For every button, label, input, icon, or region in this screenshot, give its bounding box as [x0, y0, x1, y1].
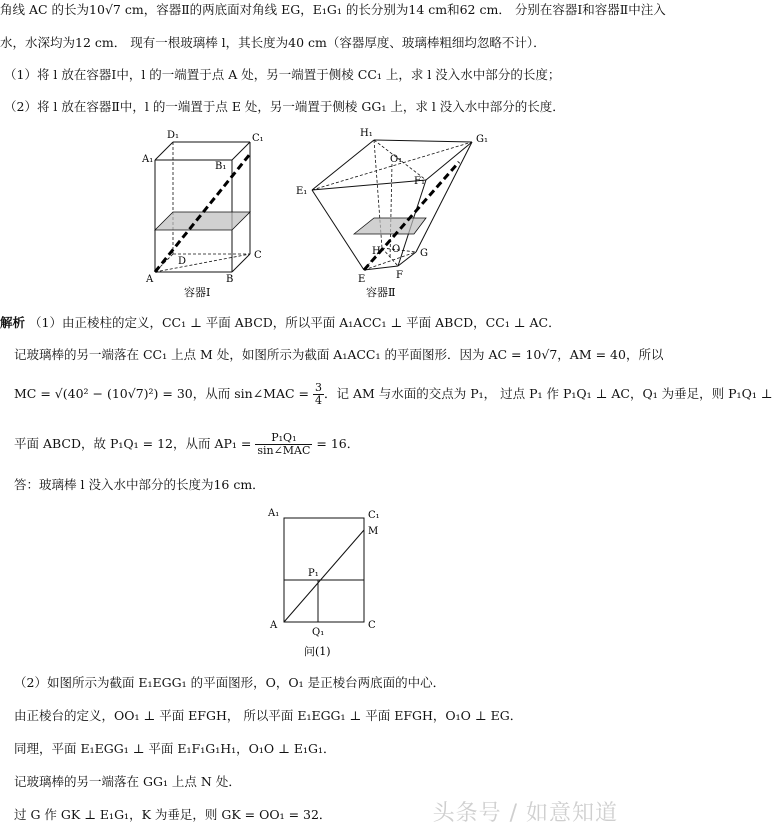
label-C: C — [368, 620, 376, 631]
label-M: M — [368, 526, 379, 537]
figure3-caption: 问(1) — [304, 645, 331, 658]
label-P1: P₁ — [308, 568, 319, 579]
solution-part2-line-4: 记玻璃棒的另一端落在 GG₁ 上点 N 处． — [14, 774, 241, 789]
solution-part2-line-3: 同理，平面 E₁EGG₁ ⊥ 平面 E₁F₁G₁H₁，O₁O ⊥ E₁G₁． — [14, 741, 336, 756]
solution-line-1: 记玻璃棒的另一端落在 CC₁ 上点 M 处，如图所示为截面 A₁ACC₁ 的平面图形．因为 AC = 10√7，AM = 40，所以 — [14, 347, 664, 362]
label-B: B — [226, 274, 234, 285]
label-O1: O₁ — [390, 154, 403, 165]
jiexi-line — [0, 315, 561, 331]
label-A: A — [146, 274, 154, 285]
answer-line: 答：玻璃棒 l 没入水中部分的长度为16 cm． — [14, 477, 265, 492]
jiexi-text: （1）由正棱柱的定义，CC₁ ⊥ 平面 ABCD，所以平面 A₁ACC₁ ⊥ 平面 ABCD，CC₁ ⊥ AC． — [29, 315, 561, 330]
p1-definition: ．记 AM 与水面的交点为 P₁， 过点 P₁ 作 P₁Q₁ ⊥ AC，Q₁ 为垂足，则 P₁Q₁ ⊥ — [323, 386, 773, 401]
solution-line-2 — [14, 382, 773, 407]
mc-equation: MC = √(40² − (10√7)²) = 30，从而 sin∠MAC = — [14, 386, 313, 401]
label-F: F — [396, 270, 403, 281]
figure-container-2 — [294, 122, 504, 302]
fraction-three-quarters: $\frac{3}{4}$ — [314, 381, 322, 407]
ap1-result: = 16． — [312, 436, 360, 451]
problem-line-1: 角线 AC 的长为10√7 cm，容器Ⅱ的两底面对角线 EG，E₁G₁ 的长分别为14 cm和62 cm． 分别在容器Ⅰ和容器Ⅱ中注入 — [0, 2, 666, 17]
fraction-ap1: $\frac{\text{P₁Q₁}}{\text{sin∠MAC}}$ — [257, 431, 311, 457]
label-B1: B₁ — [215, 161, 227, 172]
figure1-caption: 容器Ⅰ — [184, 286, 211, 299]
label-O: O — [392, 244, 401, 255]
label-A: A — [270, 620, 278, 631]
question-2: （2）将 l 放在容器Ⅱ中，l 的一端置于点 E 处，另一端置于侧棱 GG₁ 上，求 l 没入水中部分的长度． — [4, 99, 565, 114]
p1q1-text: 平面 ABCD，故 P₁Q₁ = 12，从而 AP₁ = — [14, 436, 256, 451]
label-G: G — [420, 248, 428, 259]
figure-container-1 — [140, 122, 280, 302]
label-A1: A₁ — [268, 508, 280, 519]
solution-part2-line-1: （2）如图所示为截面 E₁EGG₁ 的平面图形，O，O₁ 是正棱台两底面的中心． — [14, 675, 446, 690]
solution-part2-line-5: 过 G 作 GK ⊥ E₁G₁，K 为垂足，则 GK = OO₁ = 32． — [14, 807, 332, 822]
solution-part2-line-2: 由正棱台的定义，OO₁ ⊥ 平面 EFGH， 所以平面 E₁EGG₁ ⊥ 平面 EFGH，O₁O ⊥ EG． — [14, 708, 523, 723]
label-H: H — [372, 246, 381, 257]
question-1: （1）将 l 放在容器Ⅰ中，l 的一端置于点 A 处，另一端置于侧棱 CC₁ 上，求 l 没入水中部分的长度； — [4, 67, 561, 82]
label-E: E — [358, 274, 366, 285]
problem-line-2: 水，水深均为12 cm． 现有一根玻璃棒 l，其长度为40 cm（容器厚度、玻璃棒粗细均忽略不计）． — [0, 35, 546, 50]
label-G1: G₁ — [476, 134, 488, 145]
solution-line-3 — [14, 432, 359, 457]
label-A1: A₁ — [142, 154, 154, 165]
label-E1: E₁ — [296, 186, 308, 197]
jiexi-label: 解析 — [0, 315, 26, 330]
label-H1: H₁ — [360, 128, 373, 139]
label-C: C — [254, 250, 262, 261]
figure2-caption: 容器Ⅱ — [366, 286, 396, 299]
label-F1: F₁ — [414, 176, 425, 187]
label-C1: C₁ — [368, 510, 380, 521]
label-C1: C₁ — [252, 133, 264, 144]
label-D1: D₁ — [167, 130, 180, 141]
label-Q1: Q₁ — [312, 627, 325, 638]
figure-section-1 — [262, 502, 402, 662]
watermark: 头条号 / 如意知道 — [432, 801, 618, 826]
label-D: D — [178, 256, 187, 267]
